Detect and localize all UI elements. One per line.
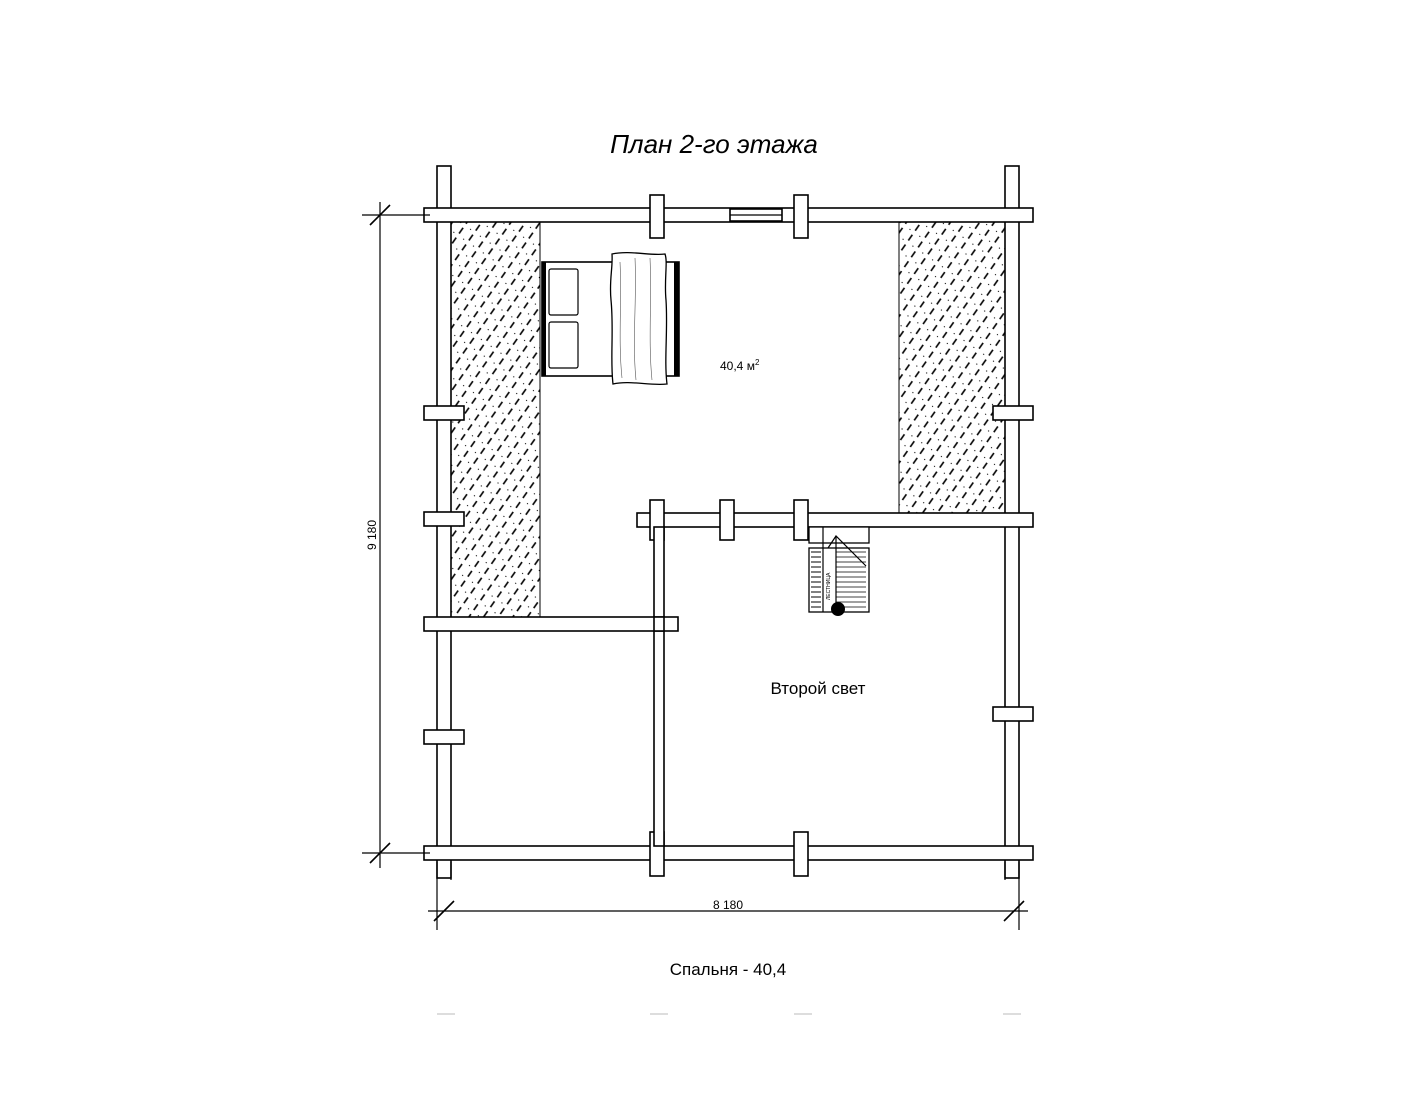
- hatched-zone-right: [899, 222, 1005, 513]
- room-label-second-light: Второй свет: [770, 679, 866, 698]
- dimension-width: 8 180: [712, 898, 744, 912]
- plan-title: План 2-го этажа: [610, 129, 818, 159]
- dimension-vertical: [362, 202, 430, 868]
- staircase: [809, 527, 869, 616]
- dimension-height: 9 180: [365, 519, 379, 551]
- pillow-icon: [549, 269, 578, 315]
- dimension-horizontal: [428, 862, 1028, 930]
- pillow-icon: [549, 322, 578, 368]
- stair-start-dot: [831, 602, 845, 616]
- room-area-label: 40,4 $м^2$: [720, 358, 760, 373]
- plan-caption: Спальня - 40,4: [669, 960, 787, 979]
- stair-annotation: ЛЕСТНИЦА: [826, 572, 832, 600]
- bed: [542, 253, 679, 385]
- blanket-icon: [610, 253, 667, 385]
